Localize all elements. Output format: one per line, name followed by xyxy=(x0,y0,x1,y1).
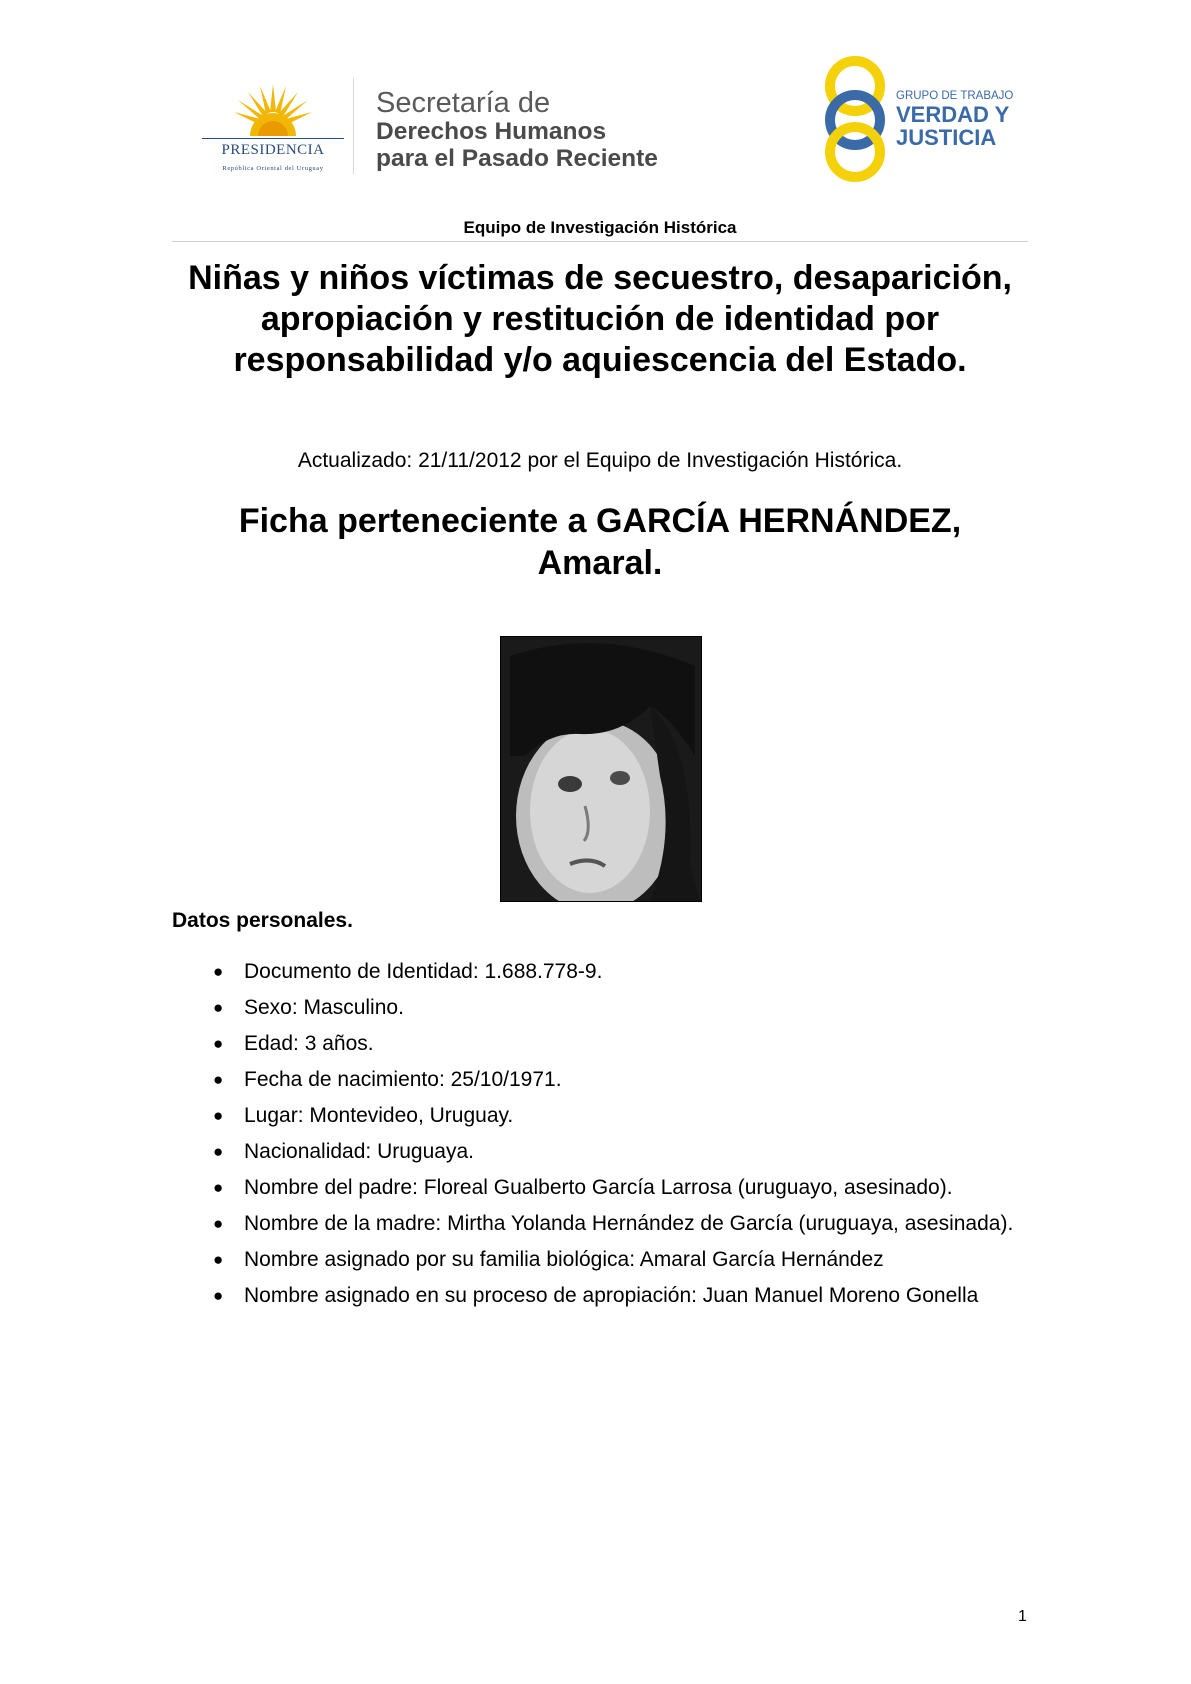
list-item: ● Documento de Identidad: 1.688.778-9. xyxy=(172,958,1028,986)
bullet-icon: ● xyxy=(213,1106,224,1125)
list-item: ● Lugar: Montevideo, Uruguay. xyxy=(172,1102,1028,1130)
team-header: Equipo de Investigación Histórica xyxy=(463,218,737,237)
bullet-icon: ● xyxy=(213,1250,224,1269)
presidencia-subtitle: República Oriental del Uruguay xyxy=(222,165,324,172)
sun-icon xyxy=(228,78,318,138)
list-item: ● Nombre de la madre: Mirtha Yolanda Hernández de García (uruguaya, asesinada). xyxy=(172,1210,1028,1238)
bullet-icon: ● xyxy=(213,1070,224,1089)
verdad-justicia-logo xyxy=(820,56,1030,182)
grupo-line2: VERDAD Y xyxy=(896,102,1010,127)
page-number: 1 xyxy=(1018,1608,1027,1625)
section-heading: Datos personales. xyxy=(172,909,353,932)
bullet-icon: ● xyxy=(213,1178,224,1197)
grupo-line1: GRUPO DE TRABAJO xyxy=(896,90,1014,102)
list-item: ● Sexo: Masculino. xyxy=(172,994,1028,1022)
updated-line: Actualizado: 21/11/2012 por el Equipo de Investigación Histórica. xyxy=(297,449,903,472)
bullet-icon: ● xyxy=(213,1214,224,1233)
list-item: ● Fecha de nacimiento: 25/10/1971. xyxy=(172,1066,1028,1094)
personal-data-list xyxy=(172,958,1028,1318)
header-divider xyxy=(353,78,354,174)
presidencia-name: PRESIDENCIA xyxy=(221,142,325,158)
list-item: ● Nombre asignado en su proceso de apropiación: Juan Manuel Moreno Gonella xyxy=(172,1282,1028,1310)
bullet-icon: ● xyxy=(213,1142,224,1161)
bullet-icon: ● xyxy=(213,1286,224,1305)
bullet-icon: ● xyxy=(213,962,224,981)
ficha-line2: Amaral. xyxy=(537,544,663,582)
secretaria-line1: Secretaría de xyxy=(376,87,551,119)
bullet-icon: ● xyxy=(213,1034,224,1053)
list-item: ● Nombre asignado por su familia biológica: Amaral García Hernández xyxy=(172,1246,1028,1274)
secretaria-line2: Derechos Humanos xyxy=(376,118,607,145)
bullet-icon: ● xyxy=(213,998,224,1017)
secretaria-logo xyxy=(376,88,658,172)
page-header xyxy=(0,0,1191,200)
presidencia-logo xyxy=(198,78,348,178)
portrait-photo xyxy=(500,636,702,902)
list-item: ● Nombre del padre: Floreal Gualberto García Larrosa (uruguayo, asesinado). xyxy=(172,1174,1028,1202)
presidencia-rule xyxy=(202,138,344,139)
ficha-heading xyxy=(172,500,1028,584)
list-item: ● Nacionalidad: Uruguaya. xyxy=(172,1138,1028,1166)
grupo-line3: JUSTICIA xyxy=(896,125,997,150)
document-title: Niñas y niños víctimas de secuestro, desaparición, apropiación y restitución de identidad por responsabilidad y/o aquiescencia del Estado. xyxy=(188,259,1012,379)
linked-rings-icon xyxy=(820,56,890,182)
ficha-line1: Ficha perteneciente a GARCÍA HERNÁNDEZ, xyxy=(238,502,962,540)
secretaria-line3: para el Pasado Reciente xyxy=(376,145,658,172)
header-rule xyxy=(172,241,1028,242)
list-item: ● Edad: 3 años. xyxy=(172,1030,1028,1058)
